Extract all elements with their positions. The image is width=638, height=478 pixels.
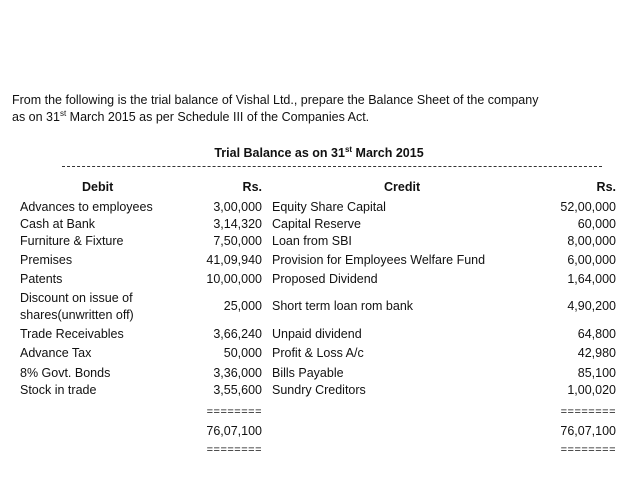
question-line-2-end: March 2015 as per Schedule III of the Companies Act. bbox=[66, 110, 370, 124]
credit-amount: 6,00,000 bbox=[567, 253, 616, 267]
credit-item: Short term loan rom bank bbox=[272, 299, 414, 313]
credit-item: Profit & Loss A/c bbox=[272, 346, 364, 360]
heading-start: Trial Balance as on 31 bbox=[214, 146, 345, 160]
credit-amount: 1,00,020 bbox=[567, 383, 616, 397]
table-row bbox=[0, 344, 638, 362]
debit-item: Stock in trade bbox=[20, 383, 97, 397]
debit-amount: 7,50,000 bbox=[213, 234, 262, 248]
credit-amount: 52,00,000 bbox=[560, 200, 616, 214]
debit-column-header: Debit bbox=[82, 180, 114, 194]
debit-amount: 25,000 bbox=[223, 299, 262, 313]
debit-item-line-1: Discount on issue of bbox=[20, 291, 133, 305]
debit-item: Trade Receivables bbox=[20, 327, 124, 341]
credit-amount: 60,000 bbox=[577, 217, 616, 231]
debit-item: Patents bbox=[20, 272, 63, 286]
debit-item: Advances to employees bbox=[20, 200, 153, 214]
credit-item: Sundry Creditors bbox=[272, 383, 366, 397]
credit-amount: 85,100 bbox=[577, 366, 616, 380]
debit-total: 76,07,100 bbox=[206, 424, 262, 438]
debit-amount-column-header: Rs. bbox=[242, 180, 262, 194]
table-row bbox=[0, 232, 638, 250]
totals-row bbox=[0, 422, 638, 440]
credit-amount: 4,90,200 bbox=[567, 299, 616, 313]
question-line-1: From the following is the trial balance of Vishal Ltd., prepare the Balance Sheet of the company bbox=[12, 93, 539, 107]
debit-item-line-2: shares(unwritten off) bbox=[20, 308, 134, 322]
table-row bbox=[0, 364, 638, 382]
credit-amount: 64,800 bbox=[577, 327, 616, 341]
trial-balance-heading bbox=[0, 146, 638, 160]
debit-amount: 10,00,000 bbox=[206, 272, 262, 286]
heading-end: March 2015 bbox=[352, 146, 424, 160]
credit-item: Provision for Employees Welfare Fund bbox=[272, 253, 486, 267]
credit-amount: 1,64,000 bbox=[567, 272, 616, 286]
credit-total-separator: ======== bbox=[560, 406, 616, 418]
table-header-row bbox=[0, 178, 638, 196]
debit-amount: 50,000 bbox=[223, 346, 262, 360]
table-row bbox=[0, 198, 638, 216]
debit-item: 8% Govt. Bonds bbox=[20, 366, 111, 380]
credit-item: Capital Reserve bbox=[272, 217, 361, 231]
debit-amount: 3,00,000 bbox=[213, 200, 262, 214]
debit-total-separator: ======== bbox=[206, 406, 262, 418]
debit-amount: 3,66,240 bbox=[213, 327, 262, 341]
separator-row bbox=[0, 441, 638, 459]
credit-amount: 42,980 bbox=[577, 346, 616, 360]
debit-amount: 3,14,320 bbox=[213, 217, 262, 231]
credit-amount-column-header: Rs. bbox=[596, 180, 616, 194]
table-row bbox=[0, 290, 638, 324]
credit-column-header: Credit bbox=[384, 180, 421, 194]
debit-amount: 41,09,940 bbox=[206, 253, 262, 267]
credit-item: Equity Share Capital bbox=[272, 200, 386, 214]
heading-suffix: st bbox=[344, 144, 353, 154]
question-line-2 bbox=[12, 109, 624, 126]
table-row bbox=[0, 251, 638, 269]
credit-item: Bills Payable bbox=[272, 366, 344, 380]
dashed-divider bbox=[62, 166, 602, 167]
table-row bbox=[0, 381, 638, 399]
table-row bbox=[0, 270, 638, 288]
debit-item: Advance Tax bbox=[20, 346, 92, 360]
question-text bbox=[12, 92, 624, 126]
separator-row bbox=[0, 403, 638, 421]
credit-item: Unpaid dividend bbox=[272, 327, 362, 341]
credit-item: Proposed Dividend bbox=[272, 272, 378, 286]
credit-item: Loan from SBI bbox=[272, 234, 352, 248]
debit-double-underline: ======== bbox=[206, 444, 262, 456]
credit-amount: 8,00,000 bbox=[567, 234, 616, 248]
question-line-2-start: as on 31 bbox=[12, 110, 60, 124]
debit-item: Premises bbox=[20, 253, 73, 267]
debit-item: Furniture & Fixture bbox=[20, 234, 124, 248]
table-row bbox=[0, 215, 638, 233]
debit-amount: 3,36,000 bbox=[213, 366, 262, 380]
credit-double-underline: ======== bbox=[560, 444, 616, 456]
credit-total: 76,07,100 bbox=[560, 424, 616, 438]
table-row bbox=[0, 325, 638, 343]
debit-item: Cash at Bank bbox=[20, 217, 96, 231]
question-line-2-suffix: st bbox=[59, 108, 67, 118]
debit-amount: 3,55,600 bbox=[213, 383, 262, 397]
